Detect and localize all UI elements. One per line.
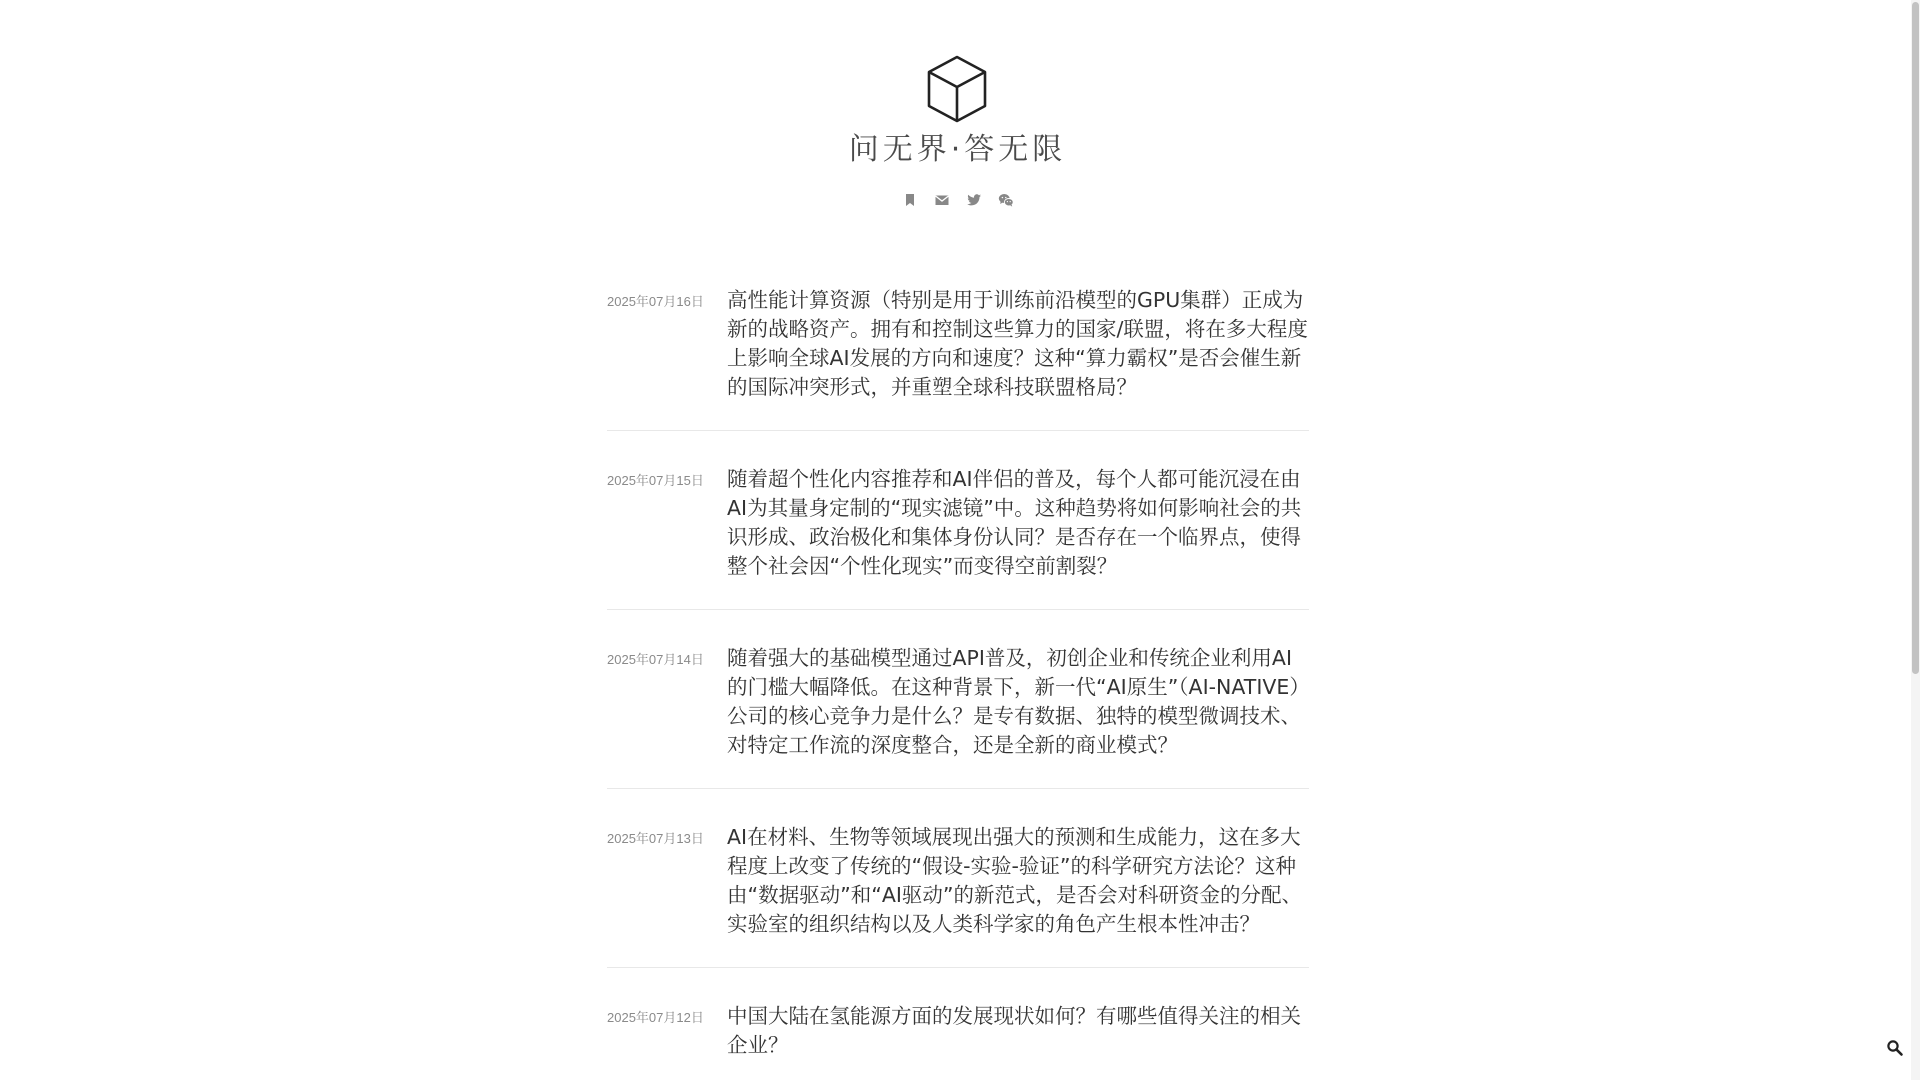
- post-date: 2025年07月13日: [607, 831, 704, 846]
- mail-icon[interactable]: [934, 192, 950, 208]
- search-icon[interactable]: [1886, 1039, 1904, 1057]
- post-title-link[interactable]: 随着超个性化内容推荐和AI伴侣的普及，每个人都可能沉浸在由AI为其量身定制的“现实滤镜”中。这种趋势将如何影响社会的共识形成、政治极化和集体身份认同？是否存在一个临界点，使得整个社会因“个性化现实”而变得空前割裂？: [727, 467, 1302, 578]
- twitter-icon[interactable]: [966, 192, 982, 208]
- post-title-link[interactable]: 高性能计算资源（特别是用于训练前沿模型的GPU集群）正成为新的战略资产。拥有和控制这些算力的国家/联盟，将在多大程度上影响全球AI发展的方向和速度？这种“算力霸权”是否会催生新的国际冲突形式，并重塑全球科技联盟格局？: [727, 288, 1308, 399]
- post-title-link[interactable]: 随着强大的基础模型通过API普及，初创企业和传统企业利用AI的门槛大幅降低。在这种背景下，新一代“AI原生”（AI-NATIVE）公司的核心竞争力是什么？是专有数据、独特的模型微调技术、对特定工作流的深度整合，还是全新的商业模式？: [727, 646, 1301, 757]
- post-title-link[interactable]: AI在材料、生物等领域展现出强大的预测和生成能力，这在多大程度上改变了传统的“假设-实验-验证”的科学研究方法论？这种由“数据驱动”和“AI驱动”的新范式，是否会对科研资金的分配、实验室的组织结构以及人类科学家的角色产生根本性冲击？: [727, 825, 1303, 936]
- post-date: 2025年07月14日: [607, 652, 704, 667]
- scrollbar-thumb[interactable]: [1912, 2, 1919, 674]
- post-item: [607, 457, 1309, 610]
- post-date: 2025年07月15日: [607, 473, 704, 488]
- vertical-scrollbar[interactable]: [1911, 0, 1920, 1080]
- post-item: [607, 278, 1309, 431]
- post-item: [607, 815, 1309, 968]
- cube-logo[interactable]: [926, 55, 988, 123]
- post-list: [607, 278, 1309, 1080]
- post-date: 2025年07月12日: [607, 1010, 704, 1025]
- post-date: 2025年07月16日: [607, 294, 704, 309]
- site-title[interactable]: 问无界·答无限: [848, 132, 1067, 167]
- post-item: [607, 994, 1309, 1080]
- post-item: [607, 636, 1309, 789]
- social-links: [0, 192, 1915, 208]
- wechat-icon[interactable]: [998, 192, 1014, 208]
- post-title-link[interactable]: 中国大陆在氢能源方面的发展现状如何？有哪些值得关注的相关企业？: [727, 1004, 1301, 1057]
- bookmark-icon[interactable]: [902, 192, 918, 208]
